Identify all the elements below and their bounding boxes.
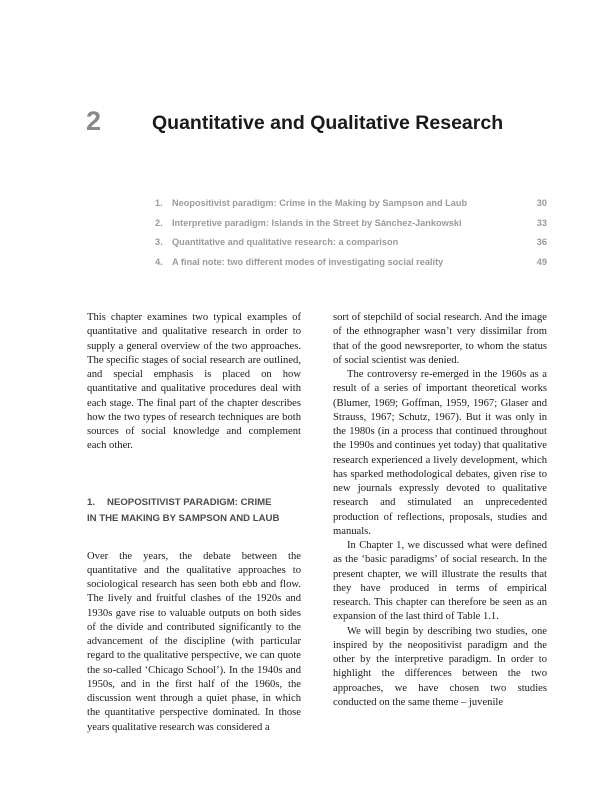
body-paragraph: Over the years, the debate between the quantitative and the qualitative approaches to sociological research has seen both ebb and flow. The lively and fruitful clashes of the 1920s and 1930s gave rise to valuable outputs on both sides of the divide and contributed significantly to the advancement of the discipline (with particular regard to the qualitative perspective, we can quote the so-called ‘Chicago School’). In the 1940s and 1950s, and in the first half of the 1960s, the discussion went through a quiet phase, in which the quantitative perspective dominated. In those years qualitative research was considered a [87,550,301,733]
chapter-contents [155,196,547,274]
toc-entry [155,255,547,275]
left-column [87,311,301,735]
toc-number: 1. [155,198,163,208]
section-heading [87,495,301,527]
toc-text: Neopositivist paradigm: Crime in the Making by Sampson and Laub [172,198,468,208]
section-number: 1. [87,496,96,508]
section-heading-line2: IN THE MAKING BY SAMPSON AND LAUB [87,512,280,524]
intro-paragraph: This chapter examines two typical examples of quantitative and qualitative research in order to supply a general overview of the two approaches. The specific stages of social research are outlined, and special emphasis is placed on how quantitative and qualitative procedures deal with each stage. The final part of the chapter describes how the two types of research techniques are both sources of social knowledge and complement each other. [87,312,301,452]
body-paragraph: We will begin by describing two studies, one inspired by the neopositivist paradigm and the other by the interpretive paradigm. In order to highlight the differences between the two approaches, we have chosen two studies conducted on the same theme – juvenile [333,625,547,708]
toc-text: Quantitative and qualitative research: a comparison [172,237,399,247]
toc-text: A final note: two different modes of investigating social reality [172,256,444,267]
section-heading-line1: NEOPOSITIVIST PARADIGM: CRIME [107,496,272,508]
body-paragraph: In Chapter 1, we discussed what were defined as the ‘basic paradigms’ of social research. In the present chapter, we will illustrate the results that they have produced in terms of empirical research. This chapter can therefore be seen as an expansion of the last third of Table 1.1. [333,540,547,623]
toc-text: Interpretive paradigm: Islands in the Street by Sánchez-Jankowski [172,217,462,228]
toc-number: 2. [155,217,163,228]
chapter-title: Quantitative and Qualitative Research [152,112,504,134]
toc-number: 3. [155,237,163,247]
body-paragraph: The controversy re-emerged in the 1960s as a result of a series of important theoretical works (Blumer, 1969; Goffman, 1959, 1967; Glaser and Strauss, 1967; Schutz, 1967). But it was only in the 1980s (in a process that continued throughout the 1990s and continues yet today) that qualitative research experienced a lively development, which has sparked methodological debates, given rise to new journals expressly devoted to qualitative research and stimulated an unprecedented production of reflections, proposals, studies and manuals. [333,369,547,537]
toc-number: 4. [155,256,163,267]
chapter-number: 2 [86,106,102,136]
toc-page: 30 [536,198,547,208]
toc-page: 33 [536,217,547,228]
toc-page: 36 [536,237,547,247]
toc-entry [155,196,547,216]
body-paragraph: sort of stepchild of social research. And the image of the ethnographer wasn’t very dissimilar from that of the good newsreporter, to whom the status of social scientist was denied. [333,312,547,366]
toc-entry [155,216,547,236]
toc-entry [155,235,547,255]
toc-page: 49 [536,256,547,267]
right-column [333,311,547,710]
